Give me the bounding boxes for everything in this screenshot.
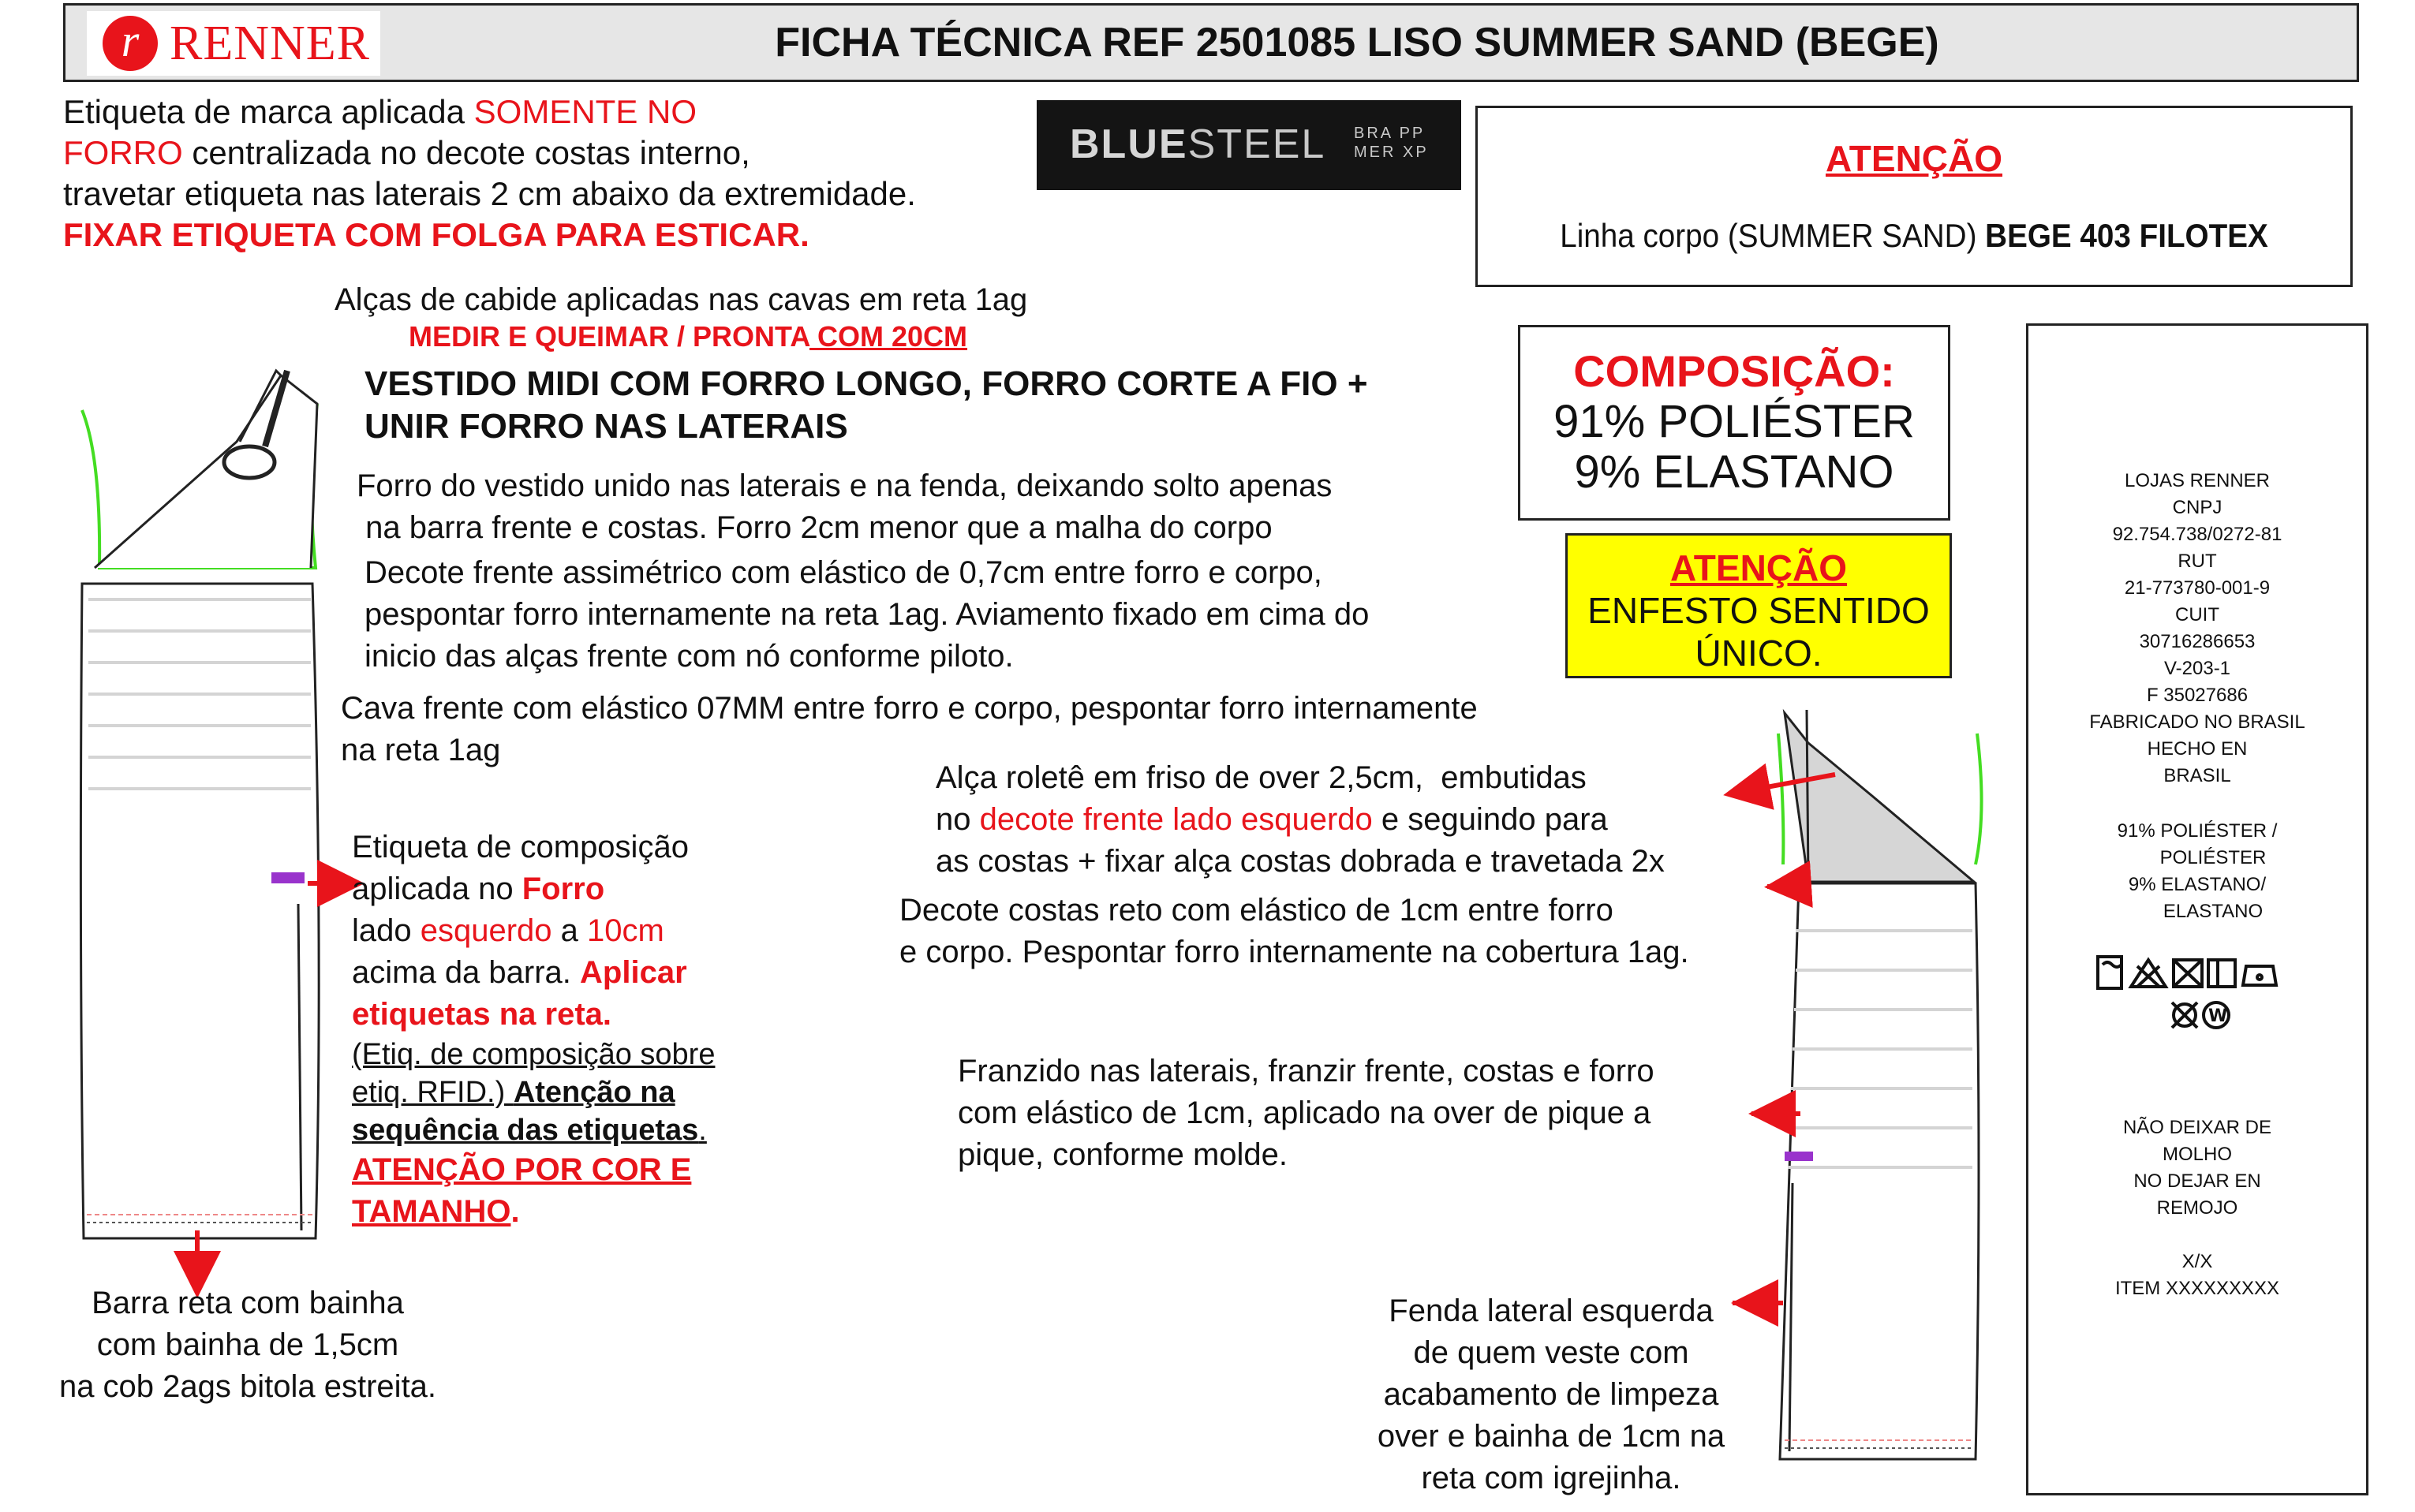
comp-note-highlight: esquerdo	[420, 913, 552, 948]
comp-note-text: .	[510, 1194, 520, 1229]
gathered-line: com elástico de 1cm, aplicado na over de pique a	[958, 1096, 1651, 1130]
strap-text: e seguindo para	[1372, 802, 1608, 837]
spreading-line: ENFESTO SENTIDO	[1587, 590, 1930, 631]
care-label-line: CNPJ	[2172, 497, 2222, 518]
strap-note	[936, 757, 1665, 883]
note-text: Etiqueta de marca aplicada	[63, 93, 474, 130]
care-comp-line: 91% POLIÉSTER /	[2117, 820, 2278, 842]
note-text: centralizada no decote costas interno,	[182, 134, 750, 171]
neckline-line: pespontar forro internamente na reta 1ag. Aviamento fixado em cima do	[364, 597, 1370, 632]
svg-text:W: W	[2208, 1006, 2228, 1026]
attention-text: Linha corpo (SUMMER SAND)	[1560, 217, 1986, 254]
brand-name-a: BLUE	[1070, 121, 1188, 167]
lining-line: Forro do vestido unido nas laterais e na fenda, deixando solto apenas	[357, 469, 1333, 503]
dress-type-note	[364, 363, 1368, 448]
care-soak-line: NO DEJAR EN	[2133, 1170, 2261, 1192]
comp-note-text: lado	[352, 913, 421, 948]
hem-line: na cob 2ags bitola estreita.	[58, 1369, 437, 1404]
composition-line: 91% POLIÉSTER	[1553, 396, 1915, 447]
hem-line: Barra reta com bainha	[92, 1286, 404, 1320]
measure-length: COM 20CM	[809, 320, 968, 353]
care-item-line: ITEM XXXXXXXXX	[2114, 1278, 2280, 1299]
care-comp-line: 9% ELASTANO/	[2128, 874, 2267, 895]
hanger-loops-measure	[409, 319, 967, 354]
care-label-line: CUIT	[2175, 604, 2219, 625]
measure-text: MEDIR E QUEIMAR / PRONTA	[409, 320, 810, 353]
care-label-line: F 35027686	[2146, 685, 2249, 706]
neckline-line: inicio das alças frente com nó conforme piloto.	[364, 639, 1014, 674]
gathered-line: Franzido nas laterais, franzir frente, costas e forro	[958, 1054, 1654, 1088]
comp-note-rfid: (Etiq. de composição sobre	[352, 1038, 716, 1071]
comp-note-rfid: etiq. RFID.)	[352, 1076, 514, 1109]
composition-title: COMPOSIÇÃO:	[1573, 346, 1895, 396]
gathered-note	[958, 1051, 1654, 1176]
care-label-line: FABRICADO NO BRASIL	[2089, 711, 2305, 733]
composition-line: 9% ELASTANO	[1574, 446, 1894, 498]
slit-line: de quem veste com	[1413, 1335, 1689, 1370]
care-comp-line: ELASTANO	[2163, 901, 2264, 922]
care-comp-line: POLIÉSTER	[2159, 847, 2267, 868]
care-label-line: LOJAS RENNER	[2124, 470, 2271, 491]
care-label-line: BRASIL	[2163, 765, 2231, 786]
neckline-line: Decote frente assimétrico com elástico de 0,7cm entre forro e corpo,	[364, 555, 1322, 590]
dress-type-line: VESTIDO MIDI COM FORRO LONGO, FORRO CORTE A FIO +	[364, 364, 1368, 403]
spreading-line: ÚNICO.	[1695, 633, 1822, 674]
back-dress-drawing	[1778, 710, 1982, 1459]
composition-label-note	[352, 827, 715, 1233]
lining-line: na barra frente e costas. Forro 2cm menor que a malha do corpo	[357, 510, 1273, 545]
slit-line: Fenda lateral esquerda	[1389, 1294, 1714, 1328]
lining-note	[357, 465, 1332, 549]
page-title: FICHA TÉCNICA REF 2501085 LISO SUMMER SAND (BEGE)	[775, 20, 1939, 65]
strap-line: Alça roletê em friso de over 2,5cm, embutidas	[936, 760, 1587, 795]
logo-mark-icon: r	[103, 16, 158, 71]
neckline-note	[364, 552, 1369, 678]
care-size-line: X/X	[2181, 1251, 2213, 1272]
care-label-line: HECHO EN	[2147, 738, 2248, 760]
comp-note-attention: Atenção na	[513, 1076, 675, 1109]
back-neckline-note	[899, 890, 1689, 973]
comp-note-text: a	[551, 913, 588, 948]
comp-note-text: aplicada no	[352, 872, 522, 906]
front-dress-drawing	[80, 371, 319, 1238]
hem-note	[58, 1282, 437, 1408]
attention-thread: BEGE 403 FILOTEX	[1985, 217, 2268, 254]
note-highlight: FORRO	[63, 134, 183, 171]
armhole-line: Cava frente com elástico 07MM entre forro e corpo, pespontar forro internamente	[341, 691, 1478, 726]
logo-text: RENNER	[170, 17, 370, 70]
slit-line: acabamento de limpeza	[1383, 1377, 1719, 1412]
comp-note-highlight: etiquetas na reta.	[352, 997, 612, 1032]
hanger-loops-note: Alças de cabide aplicadas nas cavas em reta 1ag	[335, 282, 1028, 317]
armhole-line: na reta 1ag	[341, 733, 501, 767]
comp-note-highlight: 10cm	[587, 913, 664, 948]
attention-title: ATENÇÃO	[1825, 138, 2003, 179]
gathered-line: pique, conforme molde.	[958, 1137, 1288, 1172]
care-label-line: 21-773780-001-9	[2124, 577, 2271, 599]
care-soak-line: NÃO DEIXAR DE	[2122, 1117, 2272, 1138]
brand-size-2: MER XP	[1354, 144, 1429, 161]
brand-size-1: BRA PP	[1354, 125, 1426, 142]
care-soak-line: REMOJO	[2156, 1197, 2238, 1219]
note-text: travetar etiqueta nas laterais 2 cm abaixo da extremidade.	[63, 175, 916, 212]
care-label-line: V-203-1	[2163, 658, 2231, 679]
brand-name-b: STEEL	[1187, 121, 1326, 167]
spreading-title: ATENÇÃO	[1669, 547, 1848, 588]
note-highlight: SOMENTE NO	[473, 93, 697, 130]
comp-note-highlight: Aplicar	[580, 955, 687, 990]
slit-note	[1346, 1290, 1756, 1499]
slit-line: reta com igrejinha.	[1421, 1461, 1681, 1495]
comp-note-attention: sequência das etiquetas	[352, 1114, 699, 1147]
care-soak-line: MOLHO	[2162, 1144, 2232, 1165]
comp-note-text: .	[698, 1114, 707, 1147]
dress-type-line: UNIR FORRO NAS LATERAIS	[364, 407, 848, 446]
comp-note-highlight: Forro	[522, 872, 605, 906]
care-label-line: 92.754.738/0272-81	[2112, 524, 2282, 545]
care-label-line: 30716286653	[2139, 631, 2256, 652]
strap-line: as costas + fixar alça costas dobrada e travetada 2x	[936, 844, 1665, 879]
comp-note-warning: ATENÇÃO POR COR E	[352, 1152, 692, 1187]
strap-highlight: decote frente lado esquerdo	[979, 802, 1373, 837]
hem-line: com bainha de 1,5cm	[96, 1327, 399, 1362]
strap-text: no	[936, 802, 980, 837]
note-warning: FIXAR ETIQUETA COM FOLGA PARA ESTICAR.	[63, 216, 809, 253]
back-neckline-line: e corpo. Pespontar forro internamente na cobertura 1ag.	[899, 935, 1689, 969]
care-label-line: RUT	[2178, 551, 2217, 572]
back-neckline-line: Decote costas reto com elástico de 1cm entre forro	[899, 893, 1613, 928]
comp-note-line: Etiqueta de composição	[352, 830, 689, 864]
comp-note-text: acima da barra.	[352, 955, 581, 990]
comp-note-warning: TAMANHO	[352, 1194, 511, 1229]
slit-line: over e bainha de 1cm na	[1377, 1419, 1725, 1454]
